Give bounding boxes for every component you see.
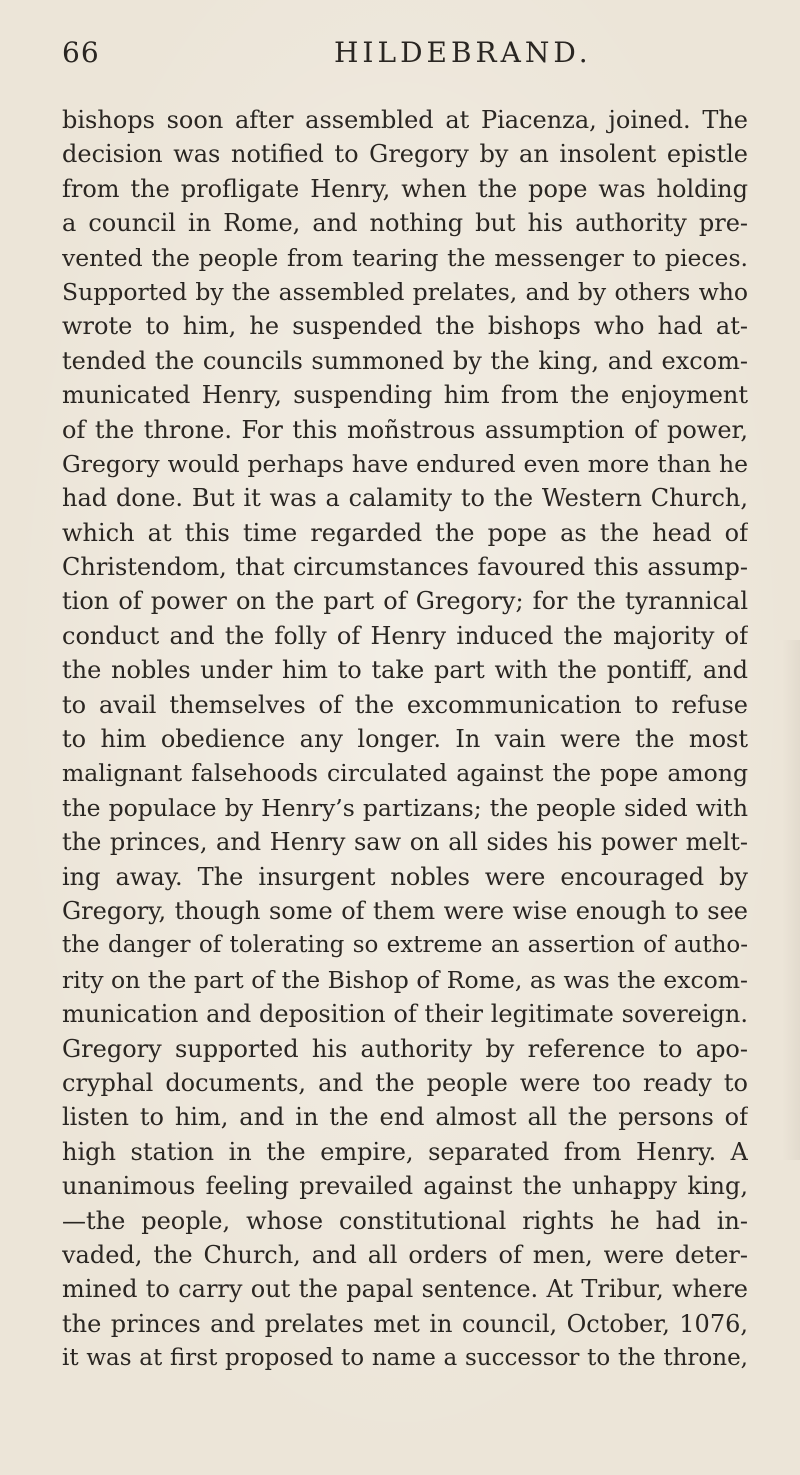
text-line: to avail themselves of the excommunication to refuse: [62, 690, 748, 719]
text-line: Gregory, though some of them were wise enough to see: [62, 896, 748, 925]
text-line: tended the councils summoned by the king, and excom-: [62, 346, 748, 375]
text-line: Gregory supported his authority by reference to apo-: [62, 1034, 748, 1063]
text-line: —the people, whose constitutional rights he had in-: [62, 1206, 748, 1235]
text-line: wrote to him, he suspended the bishops who had at-: [62, 312, 748, 341]
text-line: unanimous feeling prevailed against the unhappy king,: [62, 1172, 748, 1201]
text-line: conduct and the folly of Henry induced the majority of: [62, 621, 748, 650]
running-title: HILDEBRAND.: [334, 36, 592, 69]
text-line: munication and deposition of their legitimate sovereign.: [62, 1000, 748, 1029]
text-line: listen to him, and in the end almost all the persons of: [62, 1103, 748, 1132]
text-line: decision was notified to Gregory by an insolent epistle: [62, 140, 748, 169]
text-line: vented the people from tearing the messenger to pieces.: [62, 243, 748, 272]
text-line: of the throne. For this moñstrous assumption of power,: [62, 415, 748, 444]
text-line: Gregory would perhaps have endured even more than he: [62, 449, 748, 478]
text-line: the danger of tolerating so extreme an assertion of autho-: [62, 932, 748, 959]
text-line: the nobles under him to take part with the pontiff, and: [62, 656, 748, 685]
text-line: the populace by Henry’s partizans; the people sided with: [62, 793, 748, 822]
text-line: Christendom, that circumstances favoured this assump-: [62, 553, 748, 582]
text-line: ing away. The insurgent nobles were encouraged by: [62, 862, 748, 891]
text-line: which at this time regarded the pope as the head of: [62, 518, 748, 547]
text-line: the princes and prelates met in council, October, 1076,: [62, 1309, 748, 1338]
text-line: high station in the empire, separated from Henry. A: [62, 1137, 748, 1166]
text-line: had done. But it was a calamity to the Western Church,: [62, 484, 748, 513]
text-line: to him obedience any longer. In vain were the most: [62, 725, 748, 754]
body-text: [62, 103, 748, 1375]
running-head: [62, 36, 742, 76]
text-line: malignant falsehoods circulated against the pope among: [62, 759, 748, 788]
text-line: a council in Rome, and nothing but his authority pre-: [62, 209, 748, 238]
page-number: 66: [62, 36, 100, 69]
text-line: mined to carry out the papal sentence. At Tribur, where: [62, 1275, 748, 1304]
text-line: the princes, and Henry saw on all sides his power melt-: [62, 828, 748, 857]
text-line: it was at first proposed to name a successor to the throne,: [62, 1345, 748, 1372]
text-line: municated Henry, suspending him from the enjoyment: [62, 381, 748, 410]
text-line: vaded, the Church, and all orders of men, were deter-: [62, 1240, 748, 1269]
page-edge-shadow: [782, 640, 800, 1160]
text-line: tion of power on the part of Gregory; for the tyrannical: [62, 587, 748, 616]
text-line: cryphal documents, and the people were too ready to: [62, 1068, 748, 1097]
text-line: rity on the part of the Bishop of Rome, as was the excom-: [62, 965, 748, 994]
text-line: bishops soon after assembled at Piacenza, joined. The: [62, 106, 748, 134]
text-line: Supported by the assembled prelates, and by others who: [62, 277, 748, 306]
text-line: from the profligate Henry, when the pope was holding: [62, 174, 748, 203]
